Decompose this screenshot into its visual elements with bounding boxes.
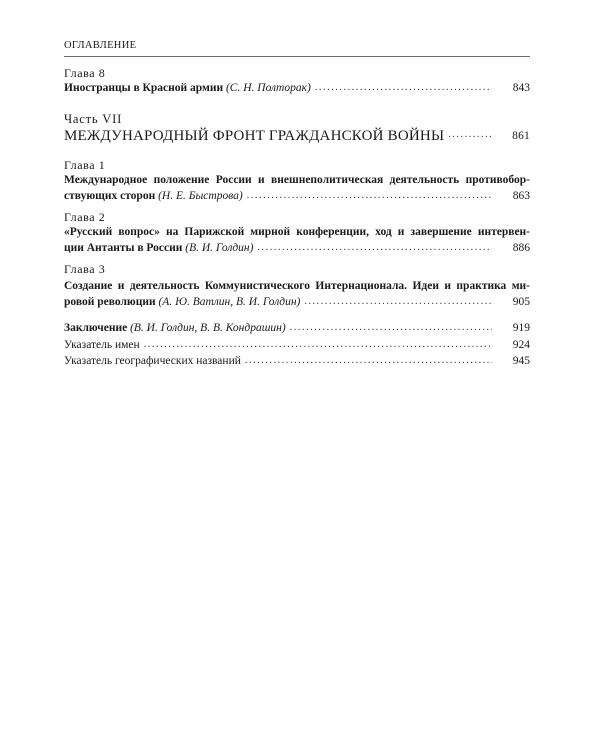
chapter-8-label: Глава 8 <box>64 66 106 80</box>
chapter-1-title-line-2: ствующих сторон <box>64 190 156 202</box>
chapter-1-author: (Н. Е. Быстрова) <box>158 190 243 202</box>
chapter-2-title-line-1: «Русский вопрос» на Парижской мирной конференции, ход и завершение интервен- <box>64 226 530 238</box>
dot-leader <box>315 83 492 93</box>
part-7-page: 861 <box>512 130 530 142</box>
dot-leader <box>257 243 492 253</box>
chapter-2-author: (В. И. Голдин) <box>185 242 254 254</box>
chapter-3-page: 905 <box>512 296 530 308</box>
chapter-3-title-line-2: ровой революции <box>64 296 156 308</box>
chapter-2-title-line-2: ции Антанты в России <box>64 242 183 254</box>
geo-index-page: 945 <box>512 355 530 367</box>
conclusion-page: 919 <box>512 322 530 334</box>
chapter-2-label: Глава 2 <box>64 210 106 224</box>
dot-leader <box>245 356 492 366</box>
geo-index-title: Указатель географических названий <box>64 355 241 367</box>
dot-leader <box>304 297 492 307</box>
toc-entry-chapter-8[interactable] <box>64 80 530 96</box>
chapter-3-author: (А. Ю. Ватлин, В. И. Голдин) <box>158 296 301 308</box>
running-head: ОГЛАВЛЕНИЕ <box>64 40 137 51</box>
dot-leader <box>247 191 492 201</box>
name-index-title: Указатель имен <box>64 339 140 351</box>
dot-leader <box>290 323 492 333</box>
dot-leader <box>448 130 492 140</box>
toc-entry-part-7[interactable] <box>64 128 530 144</box>
name-index-page: 924 <box>512 339 530 351</box>
header-rule <box>64 56 530 57</box>
chapter-8-author: (С. Н. Полторак) <box>225 82 311 94</box>
chapter-3-title-line-1: Создание и деятельность Коммунистического Интернационала. Идеи и практика ми- <box>64 280 530 292</box>
chapter-2-page: 886 <box>512 242 530 254</box>
part-7-title: МЕЖДУНАРОДНЫЙ ФРОНТ ГРАЖДАНСКОЙ ВОЙНЫ <box>64 128 445 144</box>
toc-entry-chapter-1[interactable] <box>64 188 530 204</box>
chapter-1-label: Глава 1 <box>64 158 106 172</box>
conclusion-author: (В. И. Голдин, В. В. Кондрашин) <box>130 322 286 334</box>
chapter-1-page: 863 <box>512 190 530 202</box>
chapter-8-page: 843 <box>512 82 530 94</box>
chapter-1-title-line-1: Международное положение России и внешнеполитическая деятельность противобор- <box>64 174 530 186</box>
part-7-label: Часть VII <box>64 112 123 126</box>
chapter-3-label: Глава 3 <box>64 262 106 276</box>
toc-entry-chapter-3[interactable] <box>64 294 530 310</box>
toc-entry-name-index[interactable] <box>64 337 530 353</box>
toc-entry-conclusion[interactable] <box>64 320 530 336</box>
chapter-8-title: Иностранцы в Красной армии <box>64 82 224 94</box>
toc-entry-chapter-2[interactable] <box>64 240 530 256</box>
conclusion-title: Заключение <box>64 322 128 334</box>
dot-leader <box>144 340 492 350</box>
toc-entry-geo-index[interactable] <box>64 353 530 369</box>
